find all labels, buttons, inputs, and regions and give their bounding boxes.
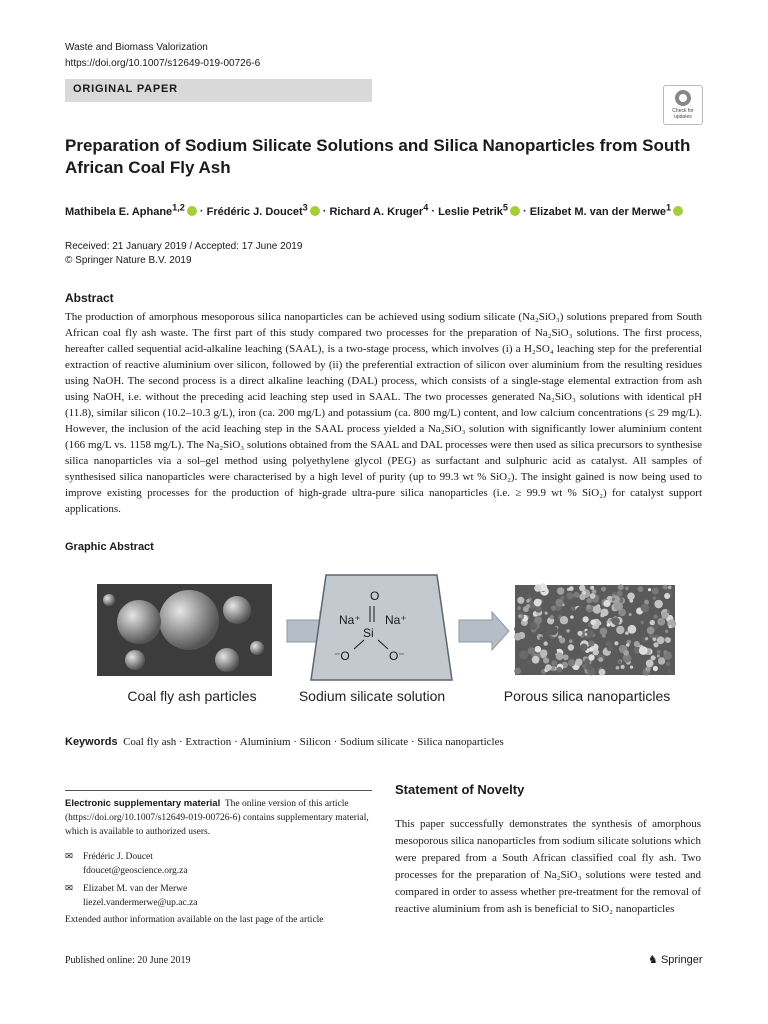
check-updates-icon — [664, 86, 702, 124]
arrow-right-icon — [459, 612, 509, 650]
corresponding-author: ✉ Elizabet M. van der Merwe liezel.vandermerwe@up.ac.za — [65, 884, 198, 908]
caption-fly-ash: Coal fly ash particles — [127, 688, 257, 704]
novelty-heading: Statement of Novelty — [395, 782, 525, 797]
article-title: Preparation of Sodium Silicate Solutions and Silica Nanoparticles from South African Coal Fly Ash — [65, 136, 691, 177]
keywords-list: Coal fly ash · Extraction · Aluminium · Silicon · Sodium silicate · Silica nanoparticles — [123, 736, 504, 748]
esm-note — [65, 797, 370, 839]
orcid-icon[interactable] — [673, 206, 683, 216]
svg-text:⁻O: ⁻O — [334, 649, 350, 663]
graphic-abstract — [97, 570, 677, 710]
author[interactable]: Frédéric J. Doucet$^3$ — [206, 202, 308, 218]
graphic-abstract-figure — [97, 570, 677, 685]
journal-header — [65, 40, 260, 72]
caption-sodium-silicate: Sodium silicate solution — [298, 688, 446, 704]
author-email[interactable]: liezel.vandermerwe@up.ac.za — [83, 898, 198, 908]
author[interactable]: Elizabet M. van der Merwe$^1$ — [529, 202, 672, 218]
orcid-icon[interactable] — [510, 206, 520, 216]
envelope-icon: ✉ — [65, 884, 73, 894]
graphic-abstract-heading: Graphic Abstract — [65, 541, 154, 553]
springer-horse-icon: ♞ — [648, 954, 658, 966]
author[interactable]: Richard A. Kruger$^4$ — [329, 202, 429, 218]
nanoparticle-micrograph — [514, 583, 676, 675]
esm-label: Electronic supplementary material — [65, 798, 221, 809]
footnote-divider — [65, 790, 372, 791]
publisher-logo: ♞ Springer — [648, 954, 703, 966]
keywords-label: Keywords — [65, 736, 118, 748]
author[interactable]: Leslie Petrik$^5$ — [438, 202, 508, 218]
svg-text:Check for: Check for — [672, 108, 694, 114]
svg-text:updates: updates — [674, 114, 692, 120]
dates-block — [65, 240, 302, 268]
orcid-icon[interactable] — [310, 206, 320, 216]
svg-text:Na⁺: Na⁺ — [339, 613, 361, 627]
received-dates: Received: 21 January 2019 / Accepted: 17 June 2019 — [65, 241, 303, 252]
keywords-line — [65, 736, 504, 748]
published-date: Published online: 20 June 2019 — [65, 955, 191, 966]
extended-author-info: Extended author information available on the last page of the article — [65, 915, 324, 925]
svg-text:O: O — [370, 589, 380, 603]
envelope-icon: ✉ — [65, 852, 73, 862]
author-email[interactable]: fdoucet@geoscience.org.za — [83, 866, 188, 876]
novelty-text: This paper successfully demonstrates the synthesis of amorphous mesoporous silica nanoparticles from sodium silicate solutions which were prepared from a South African classified coal fly ash. Two processes for the preparation of Na₂SiO₃ solutions were tested and compared in order to assess whether pre-treatment for the removal of reactive aluminium from ash is beneficial to SiO₂ nanoparticles — [395, 818, 701, 915]
svg-text:Si: Si — [363, 626, 374, 640]
abstract-heading: Abstract — [65, 291, 114, 305]
journal-name: Waste and Biomass Valorization — [65, 42, 208, 53]
check-for-updates-badge[interactable] — [663, 85, 703, 125]
article-type-label: ORIGINAL PAPER — [73, 83, 178, 95]
copyright: © Springer Nature B.V. 2019 — [65, 255, 192, 266]
solution-beaker — [311, 575, 452, 680]
author-list: Mathibela E. Aphane$^{1,2}$ · Frédéric J. Doucet$^3$ · Richard A. Kruger$^4$ · Leslie Petrik$^5$ · Elizabet M. van der Merwe$^1$ — [65, 202, 745, 218]
svg-text:Na⁺: Na⁺ — [385, 613, 407, 627]
fly-ash-micrograph — [97, 584, 272, 676]
author[interactable]: Mathibela E. Aphane$^{1,2}$ — [65, 202, 185, 218]
corresponding-author: ✉ Frédéric J. Doucet fdoucet@geoscience.org.za — [65, 852, 188, 876]
svg-text:O⁻: O⁻ — [389, 649, 405, 663]
esm-text: The online version of this article (https://doi.org/10.1007/s12649-019-00726-6) contains supplementary material, which is available to authorized users. — [65, 799, 369, 837]
journal-doi[interactable]: https://doi.org/10.1007/s12649-019-00726-6 — [65, 58, 261, 69]
article-type-banner — [65, 79, 372, 102]
orcid-icon[interactable] — [187, 206, 197, 216]
abstract-text: The production of amorphous mesoporous silica nanoparticles can be achieved using sodium silicate (Na₂SiO₃) solutions prepared from South African coal fly ash waste. The first part of this study compared two processes for the preparation of Na₂SiO₃ solutions. The first process, hereafter called sequential acid-alkaline leaching (SAAL), is a two-stage process, which involves (i) a H₂SO₄ leaching step for the preferential extraction of reactive aluminium over silicon, followed by (ii) the preferential extraction of silicon over aluminium from the resulting residues using NaOH. The second process is a direct alkaline leaching (DAL) process, which consists of a single-stage elemental extraction from ash using NaOH, i.e. without the preceding acid leaching step used in SAAL. The two processes generated Na₂SiO₃ solutions with identical pH (11.8), similar silicon (10.2–10.3 g/L), iron (ca. 200 mg/L) and potassium (ca. 800 mg/L) content, and low calcium concentrations (≤ 29 mg/L). However, the inclusion of the acid leaching step in the SAAL process yielded a Na₂SiO₃ solution with significantly lower aluminium content (166 mg/L vs. 1158 mg/L). The Na₂SiO₃ solutions obtained from the SAAL and DAL processes were then used as silica precursors to synthesise silica nanoparticles via a sol–gel method using polyethylene glycol (PEG) as surfactant and sulphuric acid as catalyst. All samples of synthesised silica nanoparticles were characterised by a high level of purity (up to 99.3 wt % SiO₂). The insight gained is now being used to improve existing processes for the production of high-grade ultra-pure silica nanoparticles (i.e. ≥ 99.9 wt % SiO₂) for catalyst support applications. — [65, 311, 702, 515]
caption-silica-nanoparticles: Porous silica nanoparticles — [503, 688, 671, 704]
